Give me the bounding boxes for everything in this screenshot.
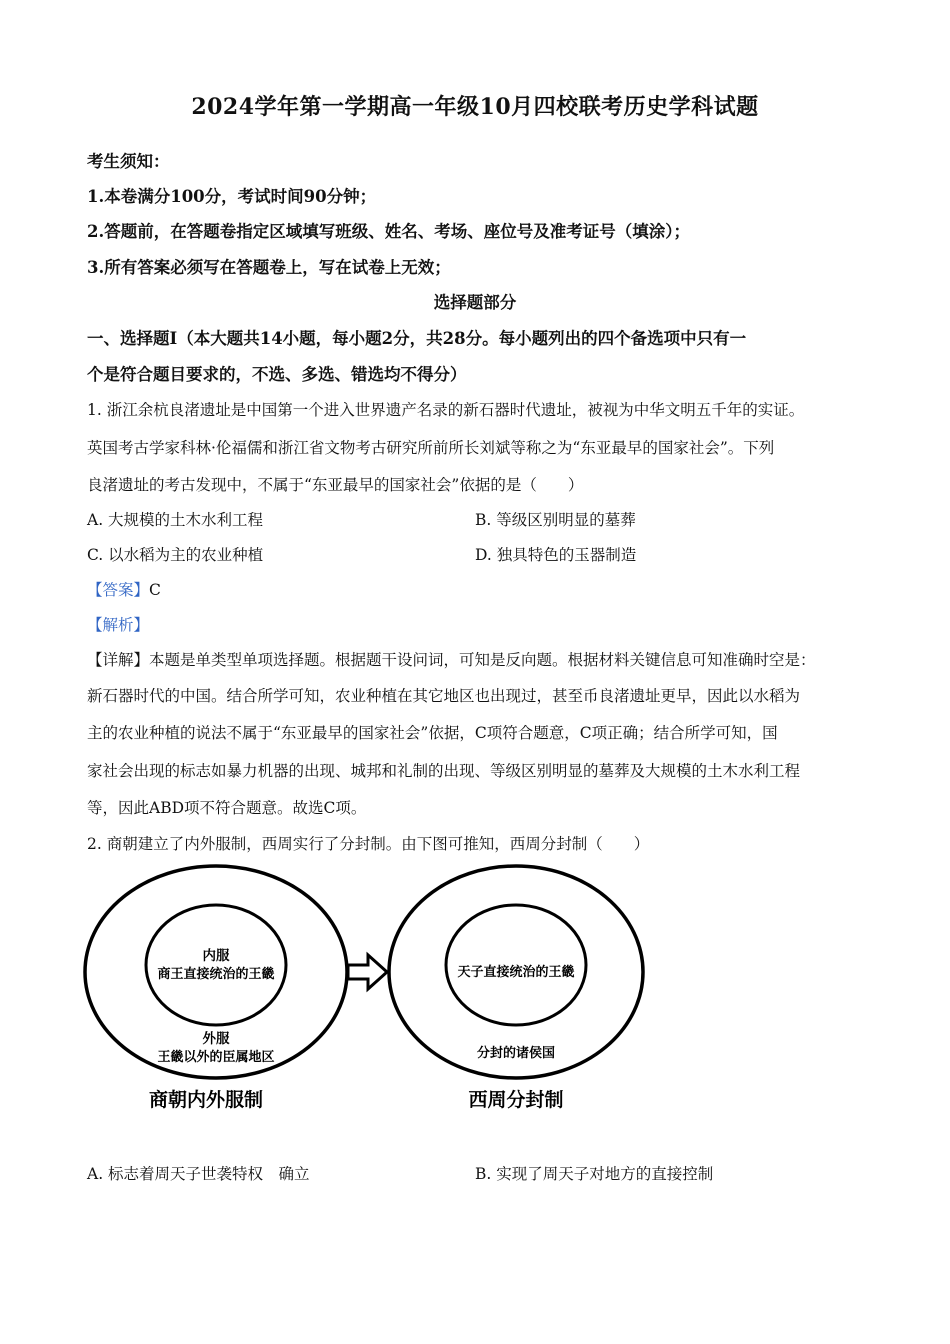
q2-option-a: A. 标志着周天子世袭特权 确立 [87, 1165, 310, 1183]
exam-title: 2024学年第一学期高一年级10月四校联考历史学科试题 [191, 94, 759, 120]
q1-option-d: D. 独具特色的玉器制造 [475, 546, 637, 564]
q2-option-b: B. 实现了周天子对地方的直接控制 [475, 1165, 714, 1183]
answer-tag: 【答案】 [87, 581, 150, 599]
q1-detail: 家社会出现的标志如暴力机器的出现、城邦和礼制的出现、等级区别明显的墓葬及大规模的土木水利工程 [87, 762, 801, 780]
notice-item: 1.本卷满分100分，考试时间90分钟； [87, 187, 377, 206]
notice-heading: 考生须知： [87, 152, 170, 171]
inner-ring [146, 905, 286, 1025]
inner-text: 商王直接统治的王畿 [157, 967, 275, 982]
feudal-system-diagram [80, 860, 660, 1130]
q1-detail: 新石器时代的中国。结合所学可知，农业种植在其它地区也出现过，甚至币良渚遗址更早，因此以水稻为 [87, 687, 801, 705]
diagram-caption: 西周分封制 [468, 1089, 564, 1111]
q1-stem: 英国考古学家科林·伦福儒和浙江省文物考古研究所前所长刘斌等称之为“东亚最早的国家社会”。下列 [87, 439, 775, 457]
section-title: 选择题部分 [433, 293, 517, 312]
inner-title: 内服 [202, 948, 230, 964]
notice-item: 2.答题前，在答题卷指定区域填写班级、姓名、考场、座位号及准考证号（填涂）； [87, 222, 690, 241]
q1-stem: 1. 浙江余杭良渚遗址是中国第一个进入世界遗产名录的新石器时代遗址，被视为中华文明五千年的实证。 [87, 401, 805, 419]
q1-option-a: A. 大规模的土木水利工程 [87, 511, 264, 529]
part-heading: 个是符合题目要求的，不选、多选、错选均不得分） [87, 365, 467, 384]
q2-stem: 2. 商朝建立了内外服制，西周实行了分封制。由下图可推知，西周分封制（ ） [87, 835, 650, 853]
outer-title: 外服 [202, 1031, 230, 1047]
analysis-tag: 【解析】 [87, 616, 150, 634]
q1-option-c: C. 以水稻为主的农业种植 [87, 546, 264, 564]
diagram-caption: 商朝内外服制 [148, 1089, 264, 1111]
outer-text: 分封的诸侯国 [476, 1046, 556, 1061]
q1-option-b: B. 等级区别明显的墓葬 [475, 511, 636, 529]
inner-text: 天子直接统治的王畿 [457, 965, 575, 980]
part-heading: 一、选择题Ⅰ（本大题共14小题，每小题2分，共28分。每小题列出的四个备选项中只有一 [87, 329, 747, 348]
q1-answer [87, 578, 867, 600]
answer-value: C [149, 581, 161, 599]
q1-detail: 【详解】本题是单类型单项选择题。根据题干设问词，可知是反向题。根据材料关键信息可知准确时空是： [87, 651, 816, 669]
q1-detail: 等，因此ABD项不符合题意。故选C项。 [87, 799, 367, 817]
notice-item: 3.所有答案必须写在答题卷上，写在试卷上无效； [87, 258, 451, 277]
q1-detail: 主的农业种植的说法不属于“东亚最早的国家社会”依据，C项符合题意，C项正确；结合所学可知，国 [87, 724, 778, 742]
q1-stem: 良渚遗址的考古发现中，不属于“东亚最早的国家社会”依据的是（ ） [87, 476, 584, 494]
arrow-right-icon [348, 955, 387, 989]
outer-text: 王畿以外的臣属地区 [157, 1050, 275, 1065]
